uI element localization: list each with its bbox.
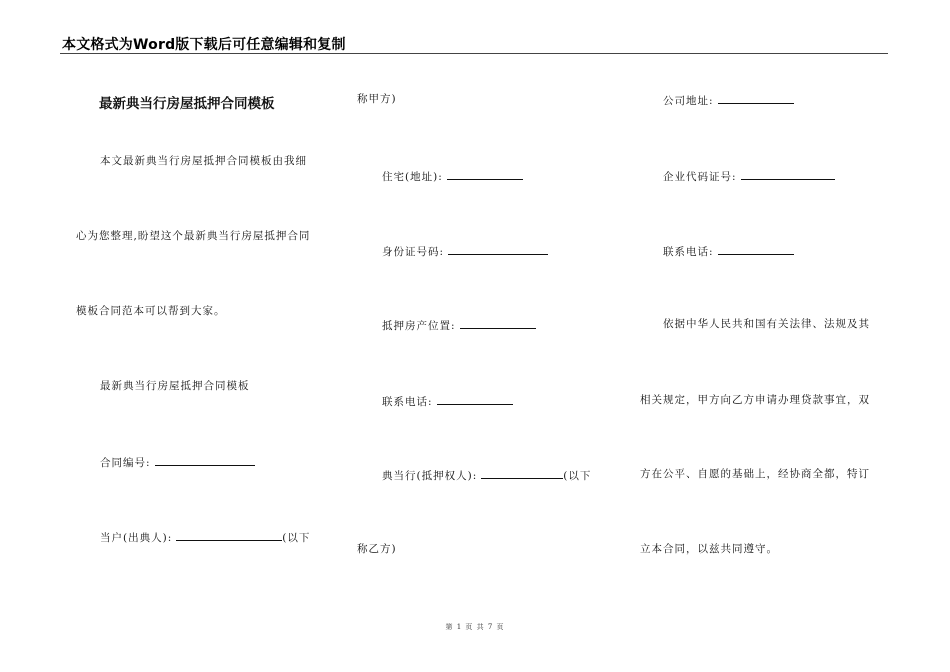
intro-line-2: 心为您整理,盼望这个最新典当行房屋抵押合同 xyxy=(76,230,311,242)
pawnshop-label: 典当行(抵押权人): xyxy=(382,470,478,482)
clause-line-1: 依据中华人民共和国有关法律、法规及其 xyxy=(663,318,870,330)
company-address-blank xyxy=(718,92,794,104)
document-title: 最新典当行房屋抵押合同模板 xyxy=(99,96,275,112)
contract-number-label: 合同编号: xyxy=(100,457,151,469)
id-number-label: 身份证号码: xyxy=(382,246,445,258)
pawnshop-suffix: (以下 xyxy=(563,470,592,482)
contract-number-field xyxy=(100,454,255,470)
intro-line-3: 模板合同范本可以帮到大家。 xyxy=(76,305,226,317)
party-b-phone-blank xyxy=(718,243,794,255)
property-location-blank xyxy=(460,317,536,329)
company-address-label: 公司地址: xyxy=(663,95,714,107)
address-label: 住宅(地址): xyxy=(382,171,443,183)
property-location-label: 抵押房产位置: xyxy=(382,320,456,332)
pawner-field xyxy=(100,529,310,545)
enterprise-code-field xyxy=(663,168,835,184)
property-location-field xyxy=(382,317,536,333)
clause-line-3: 方在公平、自愿的基础上，经协商全都，特订 xyxy=(640,468,870,480)
header-divider xyxy=(60,53,888,54)
enterprise-code-label: 企业代码证号: xyxy=(663,171,737,183)
id-number-blank xyxy=(448,243,548,255)
contract-number-blank xyxy=(155,454,255,466)
pawnshop-field xyxy=(382,467,591,483)
party-a-phone-blank xyxy=(437,393,513,405)
id-number-field xyxy=(382,243,548,259)
party-b-phone-label: 联系电话: xyxy=(663,246,714,258)
clause-line-4: 立本合同，以兹共同遵守。 xyxy=(640,543,778,555)
company-address-field xyxy=(663,92,794,108)
party-a-continuation: 称甲方) xyxy=(357,93,397,105)
contract-subtitle: 最新典当行房屋抵押合同模板 xyxy=(100,380,250,392)
enterprise-code-blank xyxy=(741,168,835,180)
pawner-suffix: (以下 xyxy=(282,532,311,544)
party-a-phone-field xyxy=(382,393,513,409)
party-b-phone-field xyxy=(663,243,794,259)
page-footer: 第 1 页 共 7 页 xyxy=(445,623,505,631)
party-a-phone-label: 联系电话: xyxy=(382,396,433,408)
address-field xyxy=(382,168,523,184)
party-b-continuation: 称乙方) xyxy=(357,543,397,555)
address-blank xyxy=(447,168,523,180)
page-header-title: 本文格式为Word版下载后可任意编辑和复制 xyxy=(62,37,346,53)
pawnshop-blank xyxy=(481,467,563,479)
pawner-label: 当户(出典人): xyxy=(100,532,173,544)
intro-line-1: 本文最新典当行房屋抵押合同模板由我细 xyxy=(100,155,307,167)
pawner-blank xyxy=(176,529,282,541)
clause-line-2: 相关规定，甲方向乙方申请办理贷款事宜，双 xyxy=(640,394,870,406)
